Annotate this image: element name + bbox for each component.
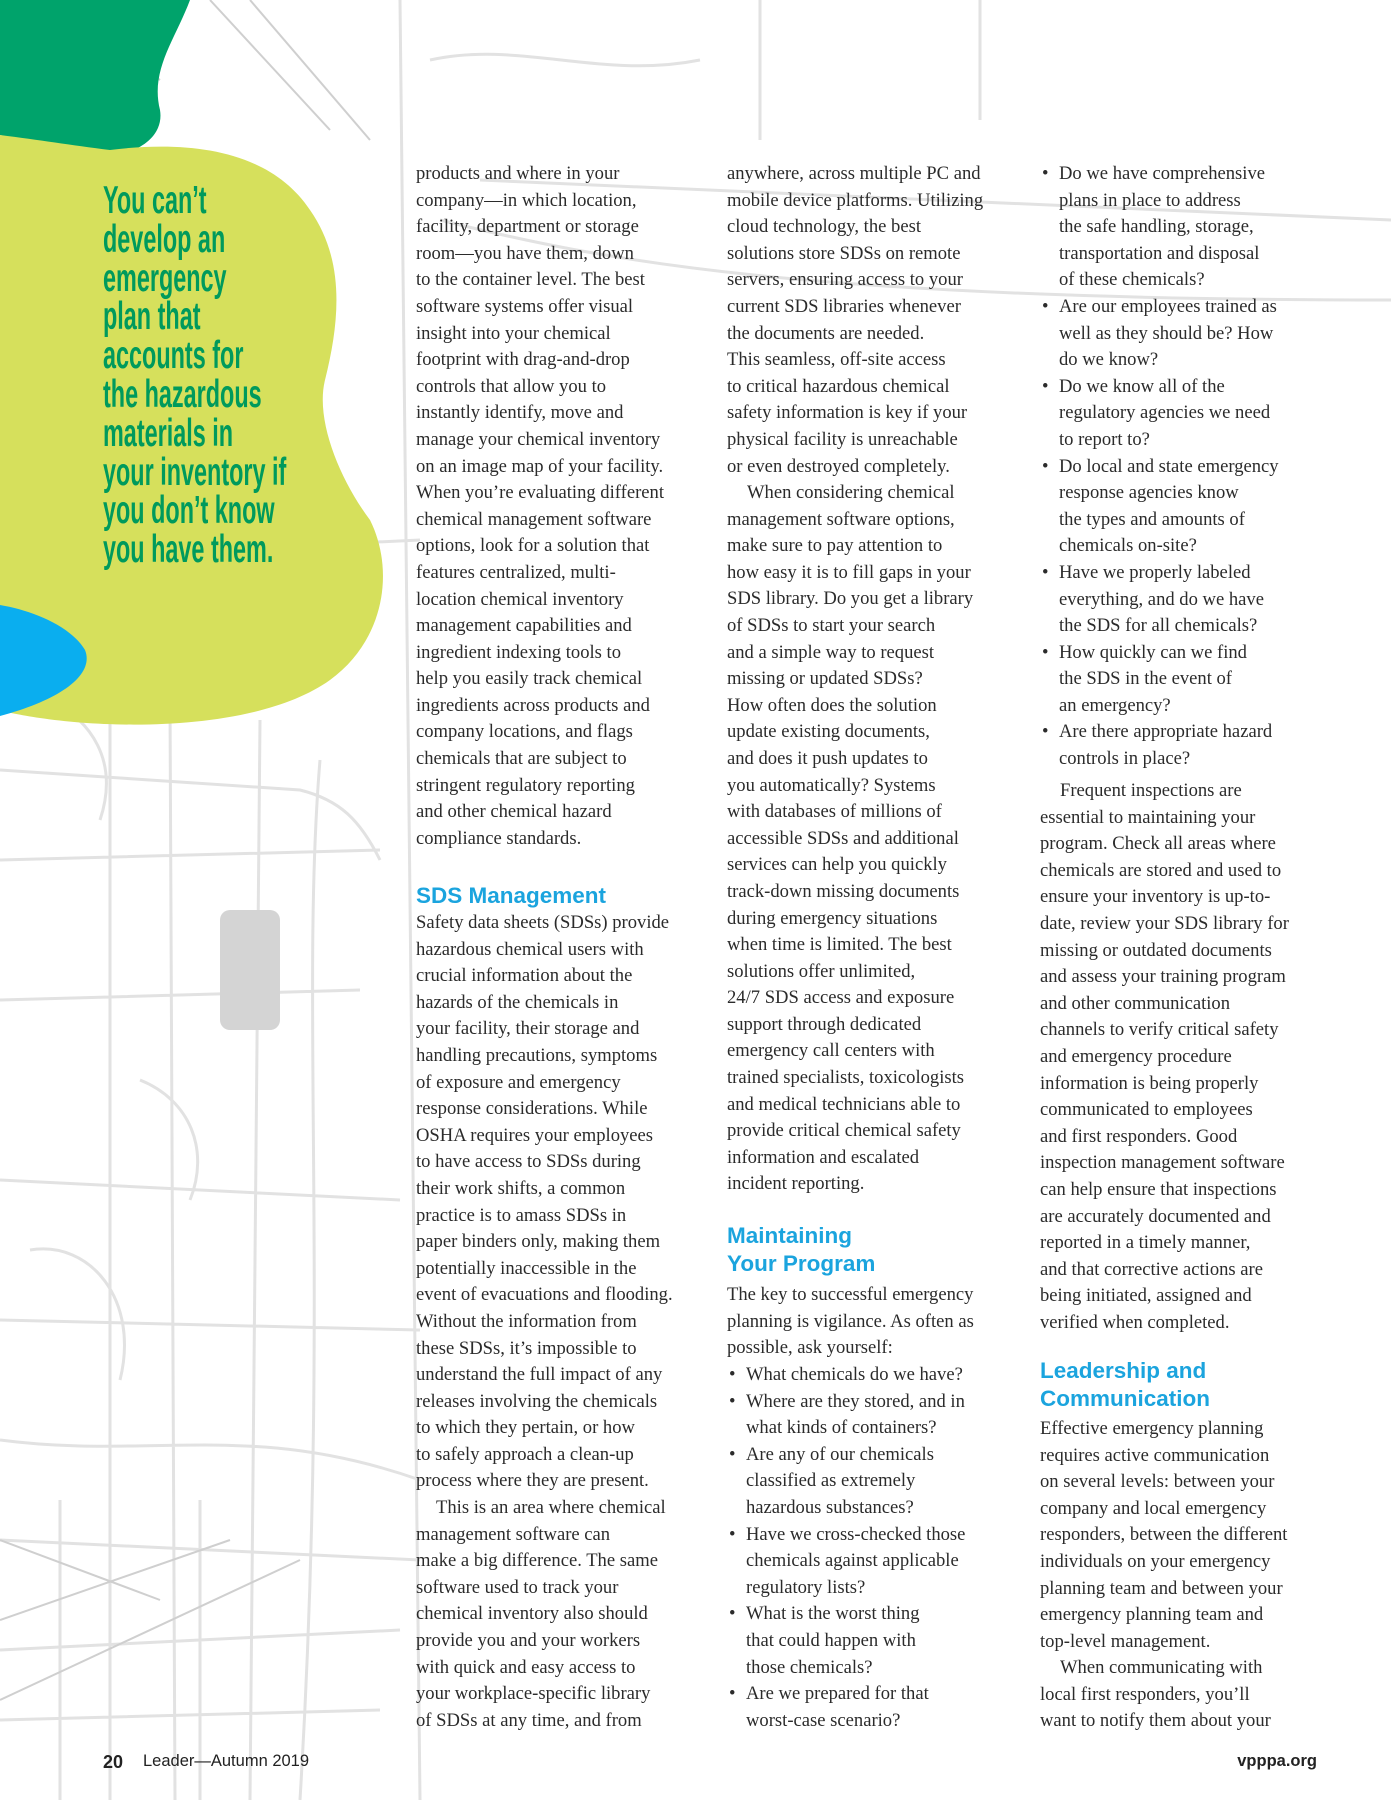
section-heading-leadership-and-communication <box>1040 1357 1210 1412</box>
paragraph <box>727 161 1017 480</box>
text-line: What is the worst thing <box>746 1603 920 1625</box>
paragraph <box>416 161 706 852</box>
text-line: verified when completed. <box>1040 1311 1230 1333</box>
text-line: Are we prepared for that <box>746 1683 929 1705</box>
text-line: your facility, their storage and <box>416 1018 640 1040</box>
text-line: provide you and your workers <box>416 1629 641 1651</box>
text-line: missing or updated SDSs? <box>727 668 923 690</box>
text-line: an emergency? <box>1059 694 1171 716</box>
text-line: ingredients across products and <box>416 694 650 716</box>
text-line: and assess your training program <box>1040 966 1286 988</box>
text-line: Have we cross-checked those <box>746 1523 966 1545</box>
text-line: Frequent inspections are <box>1060 780 1242 801</box>
text-line: emergency planning team and <box>1040 1604 1264 1626</box>
paragraph <box>727 480 1017 1198</box>
text-line: during emergency situations <box>727 907 938 929</box>
text-line: and does it push updates to <box>727 747 928 769</box>
paragraph <box>727 1282 1017 1362</box>
text-line: This is an area where chemical <box>436 1497 666 1518</box>
text-line: on an image map of your facility. <box>416 455 664 477</box>
paragraph <box>416 910 706 1495</box>
text-line: provide critical chemical safety <box>727 1120 961 1142</box>
text-line: these SDSs, it’s impossible to <box>416 1337 637 1359</box>
text-line: make sure to pay attention to <box>727 535 943 557</box>
text-line: products and where in your <box>416 163 620 184</box>
text-line: potentially inaccessible in the <box>416 1257 637 1279</box>
text-line: are accurately documented and <box>1040 1205 1271 1227</box>
list-item <box>727 1601 1017 1681</box>
text-line: their work shifts, a common <box>416 1177 626 1199</box>
text-line: with quick and easy access to <box>416 1656 636 1678</box>
text-line: requires active communication <box>1040 1444 1270 1466</box>
text-line: on several levels: between your <box>1040 1471 1275 1493</box>
text-line: Do local and state emergency <box>1059 455 1279 477</box>
text-line: those chemicals? <box>746 1656 873 1678</box>
text-line: Are there appropriate hazard <box>1059 721 1273 743</box>
text-line: well as they should be? How <box>1059 322 1274 344</box>
text-line: solutions offer unlimited, <box>727 960 916 982</box>
text-line: cloud technology, the best <box>727 216 921 238</box>
text-line: OSHA requires your employees <box>416 1124 654 1146</box>
text-line: chemicals against applicable <box>746 1550 959 1572</box>
heading-line: Communication <box>1040 1385 1211 1411</box>
text-line: when time is limited. The best <box>727 934 952 956</box>
text-line: to the container level. The best <box>416 269 645 291</box>
heading-line: Your Program <box>727 1250 876 1276</box>
bullet-icon: • <box>1042 455 1049 477</box>
text-line: ingredient indexing tools to <box>416 641 622 663</box>
text-line: manage your chemical inventory <box>416 428 661 450</box>
text-line: The key to successful emergency <box>727 1284 974 1305</box>
bullet-icon: • <box>729 1523 736 1545</box>
bullet-icon: • <box>729 1683 736 1705</box>
list-item <box>1040 374 1330 454</box>
text-line: crucial information about the <box>416 965 633 987</box>
text-line: facility, department or storage <box>416 216 639 238</box>
text-line: 24/7 SDS access and exposure <box>727 987 955 1009</box>
text-line: stringent regulatory reporting <box>416 774 635 796</box>
text-line: transportation and disposal <box>1059 242 1260 264</box>
text-line: of SDSs at any time, and from <box>416 1709 642 1731</box>
text-line: hazards of the chemicals in <box>416 991 619 1013</box>
text-line: chemical inventory also should <box>416 1603 648 1625</box>
text-line: company—in which location, <box>416 189 637 211</box>
text-line: to safely approach a clean-up <box>416 1443 634 1465</box>
list-item <box>1040 719 1330 772</box>
text-line: room—you have them, down <box>416 242 634 264</box>
text-line: What chemicals do we have? <box>746 1364 963 1385</box>
pull-quote-line: materials in <box>103 411 234 455</box>
text-line: chemicals that are subject to <box>416 748 627 770</box>
text-line: support through dedicated <box>727 1013 922 1035</box>
text-line: instantly identify, move and <box>416 402 624 424</box>
text-line: everything, and do we have <box>1059 588 1264 610</box>
text-line: When communicating with <box>1060 1657 1263 1678</box>
publication-title: Leader—Autumn 2019 <box>143 1752 310 1770</box>
text-line: chemicals are stored and used to <box>1040 859 1282 881</box>
list-item <box>1040 294 1330 374</box>
text-line: management capabilities and <box>416 615 632 637</box>
list-item <box>1040 161 1330 294</box>
text-line: trained specialists, toxicologists <box>727 1067 965 1089</box>
text-line: releases involving the chemicals <box>416 1390 658 1412</box>
pull-quote-line: accounts for <box>103 334 244 378</box>
text-line: solutions store SDSs on remote <box>727 242 961 264</box>
text-line: possible, ask yourself: <box>727 1337 893 1359</box>
text-line: options, look for a solution that <box>416 535 650 557</box>
list-item <box>727 1522 1017 1602</box>
text-line: software systems offer visual <box>416 295 634 317</box>
text-line: ensure your inventory is up-to- <box>1040 886 1271 908</box>
text-line: do we know? <box>1059 349 1159 371</box>
text-line: that could happen with <box>746 1629 916 1651</box>
bullet-icon: • <box>1042 163 1049 184</box>
text-line: what kinds of containers? <box>746 1417 937 1439</box>
text-line: information and escalated <box>727 1146 920 1168</box>
text-line: chemicals on-site? <box>1059 535 1197 557</box>
bullet-icon: • <box>1042 561 1049 583</box>
text-line: classified as extremely <box>746 1470 916 1492</box>
text-line: company locations, and flags <box>416 721 633 743</box>
text-line: the SDS in the event of <box>1059 668 1232 690</box>
text-line: servers, ensuring access to your <box>727 269 963 291</box>
text-line: hazardous chemical users with <box>416 938 644 960</box>
text-line: update existing documents, <box>727 721 930 743</box>
text-line: can help ensure that inspections <box>1040 1178 1277 1200</box>
text-line: response agencies know <box>1059 482 1239 504</box>
pull-quote-line: you have them. <box>103 528 274 572</box>
bullet-icon: • <box>729 1603 736 1625</box>
list-item <box>727 1681 1017 1734</box>
text-line: worst-case scenario? <box>746 1709 901 1731</box>
text-line: Without the information from <box>416 1310 637 1332</box>
pull-quote-line: you don’t know <box>103 489 275 533</box>
text-line: of these chemicals? <box>1059 269 1205 291</box>
text-line: management software can <box>416 1523 611 1545</box>
text-line: When considering chemical <box>747 482 955 503</box>
text-line: of SDSs to start your search <box>727 614 936 636</box>
text-line: Safety data sheets (SDSs) provide <box>416 912 670 933</box>
bullet-list <box>727 1362 1017 1734</box>
text-line: location chemical inventory <box>416 588 624 610</box>
text-line: responders, between the different <box>1040 1524 1288 1546</box>
paragraph <box>416 1495 706 1734</box>
text-line: communicated to employees <box>1040 1099 1253 1121</box>
text-line: mobile device platforms. Utilizing <box>727 189 984 211</box>
text-line: compliance standards. <box>416 827 582 849</box>
text-line: SDS library. Do you get a library <box>727 588 974 610</box>
text-line: incident reporting. <box>727 1173 865 1195</box>
bullet-icon: • <box>729 1364 736 1385</box>
text-line: Are our employees trained as <box>1059 295 1277 317</box>
text-line: and other communication <box>1040 992 1231 1014</box>
text-line: to have access to SDSs during <box>416 1151 641 1173</box>
text-line: insight into your chemical <box>416 322 611 344</box>
text-line: Effective emergency planning <box>1040 1418 1264 1439</box>
list-item <box>727 1362 1017 1389</box>
section-heading-sds-management: SDS Management <box>416 883 607 908</box>
pull-quote-line: plan that <box>103 295 201 339</box>
text-line: you automatically? Systems <box>727 774 936 796</box>
section-heading-maintaining-your-program <box>727 1222 875 1277</box>
text-line: how easy it is to fill gaps in your <box>727 561 971 583</box>
heading-line: Leadership and <box>1040 1358 1207 1383</box>
text-line: the documents are needed. <box>727 322 925 344</box>
text-line: How quickly can we find <box>1059 641 1247 663</box>
text-line: practice is to amass SDSs in <box>416 1204 627 1226</box>
text-line: essential to maintaining your <box>1040 806 1256 828</box>
bullet-icon: • <box>729 1443 736 1465</box>
text-line: or even destroyed completely. <box>727 455 950 477</box>
text-line: make a big difference. The same <box>416 1550 658 1572</box>
text-line: safety information is key if your <box>727 402 968 424</box>
paragraph <box>1040 778 1330 1336</box>
text-line: of exposure and emergency <box>416 1071 621 1093</box>
text-line: anywhere, across multiple PC and <box>727 163 981 184</box>
text-line: regulatory agencies we need <box>1059 402 1271 424</box>
text-line: and that corrective actions are <box>1040 1258 1264 1280</box>
text-line: want to notify them about your <box>1040 1710 1271 1732</box>
text-line: individuals on your emergency <box>1040 1550 1271 1572</box>
text-line: This seamless, off-site access <box>727 349 946 371</box>
text-line: and other chemical hazard <box>416 801 612 823</box>
list-item <box>1040 640 1330 720</box>
text-line: with databases of millions of <box>727 801 942 823</box>
bullet-icon: • <box>1042 721 1049 743</box>
text-line: the types and amounts of <box>1059 508 1245 530</box>
text-line: regulatory lists? <box>746 1576 866 1598</box>
text-line: top-level management. <box>1040 1630 1211 1652</box>
text-line: hazardous substances? <box>746 1496 914 1518</box>
pull-quote-line: your inventory if <box>103 450 287 494</box>
text-line: management software options, <box>727 508 955 530</box>
text-line: chemical management software <box>416 508 652 530</box>
text-line: emergency call centers with <box>727 1040 935 1062</box>
text-line: Do we have comprehensive <box>1059 163 1266 184</box>
pull-quote-line: the hazardous <box>103 372 262 416</box>
text-line: features centralized, multi- <box>416 561 616 583</box>
paragraph <box>1040 1655 1330 1735</box>
text-line: and first responders. Good <box>1040 1125 1238 1147</box>
text-line: to which they pertain, or how <box>416 1417 635 1439</box>
text-line: Have we properly labeled <box>1059 561 1251 583</box>
text-line: physical facility is unreachable <box>727 428 958 450</box>
text-line: current SDS libraries whenever <box>727 295 961 317</box>
text-line: company and local emergency <box>1040 1497 1267 1519</box>
text-line: and medical technicians able to <box>727 1093 961 1115</box>
text-line: information is being properly <box>1040 1072 1259 1094</box>
list-item <box>727 1389 1017 1442</box>
text-line: handling precautions, symptoms <box>416 1044 658 1066</box>
dark-green-blob <box>0 0 190 156</box>
text-line: How often does the solution <box>727 694 937 716</box>
text-line: your workplace-specific library <box>416 1683 651 1705</box>
list-item <box>1040 454 1330 560</box>
text-line: Are any of our chemicals <box>746 1443 934 1465</box>
text-line: channels to verify critical safety <box>1040 1019 1279 1041</box>
text-line: software used to track your <box>416 1576 619 1598</box>
text-line: to critical hazardous chemical <box>727 375 950 397</box>
text-line: Where are they stored, and in <box>746 1390 965 1412</box>
bullet-icon: • <box>1042 641 1049 663</box>
text-line: understand the full impact of any <box>416 1364 663 1386</box>
bullet-list <box>1040 161 1330 773</box>
list-item <box>1040 560 1330 640</box>
text-line: plans in place to address <box>1059 189 1241 211</box>
pull-quote-line: develop an <box>103 217 226 261</box>
page-number: 20 <box>103 1752 124 1772</box>
map-pond <box>220 910 280 1030</box>
pull-quote-line: You can’t <box>103 179 207 222</box>
text-line: to report to? <box>1059 428 1150 450</box>
text-line: the safe handling, storage, <box>1059 216 1254 238</box>
text-line: and emergency procedure <box>1040 1045 1232 1067</box>
text-line: response considerations. While <box>416 1098 648 1120</box>
text-line: footprint with drag-and-drop <box>416 349 630 371</box>
text-line: Do we know all of the <box>1059 375 1225 397</box>
text-line: the SDS for all chemicals? <box>1059 615 1258 637</box>
text-line: event of evacuations and flooding. <box>416 1284 673 1306</box>
heading-line: Maintaining <box>727 1223 852 1248</box>
text-line: paper binders only, making them <box>416 1231 661 1253</box>
text-line: date, review your SDS library for <box>1040 912 1289 934</box>
pull-quote <box>103 179 409 572</box>
text-line: planning is vigilance. As often as <box>727 1310 974 1332</box>
bullet-icon: • <box>1042 375 1049 397</box>
text-line: track-down missing documents <box>727 880 960 902</box>
list-item <box>727 1442 1017 1522</box>
text-line: local first responders, you’ll <box>1040 1683 1250 1705</box>
text-line: services can help you quickly <box>727 854 947 876</box>
bullet-icon: • <box>1042 295 1049 317</box>
text-line: When you’re evaluating different <box>416 482 664 504</box>
paragraph <box>1040 1416 1330 1655</box>
text-line: process where they are present. <box>416 1470 649 1492</box>
text-line: being initiated, assigned and <box>1040 1285 1252 1307</box>
pull-quote-line: emergency <box>103 256 227 300</box>
text-line: missing or outdated documents <box>1040 939 1272 961</box>
text-line: accessible SDSs and additional <box>727 827 959 849</box>
text-line: help you easily track chemical <box>416 668 643 690</box>
text-line: program. Check all areas where <box>1040 833 1276 855</box>
text-line: controls that allow you to <box>416 375 607 397</box>
website-link[interactable]: vpppa.org <box>1237 1752 1317 1770</box>
bullet-icon: • <box>729 1390 736 1412</box>
text-line: reported in a timely manner, <box>1040 1232 1251 1254</box>
text-line: controls in place? <box>1059 748 1191 770</box>
text-line: inspection management software <box>1040 1152 1285 1174</box>
text-line: planning team and between your <box>1040 1577 1283 1599</box>
text-line: and a simple way to request <box>727 641 935 663</box>
